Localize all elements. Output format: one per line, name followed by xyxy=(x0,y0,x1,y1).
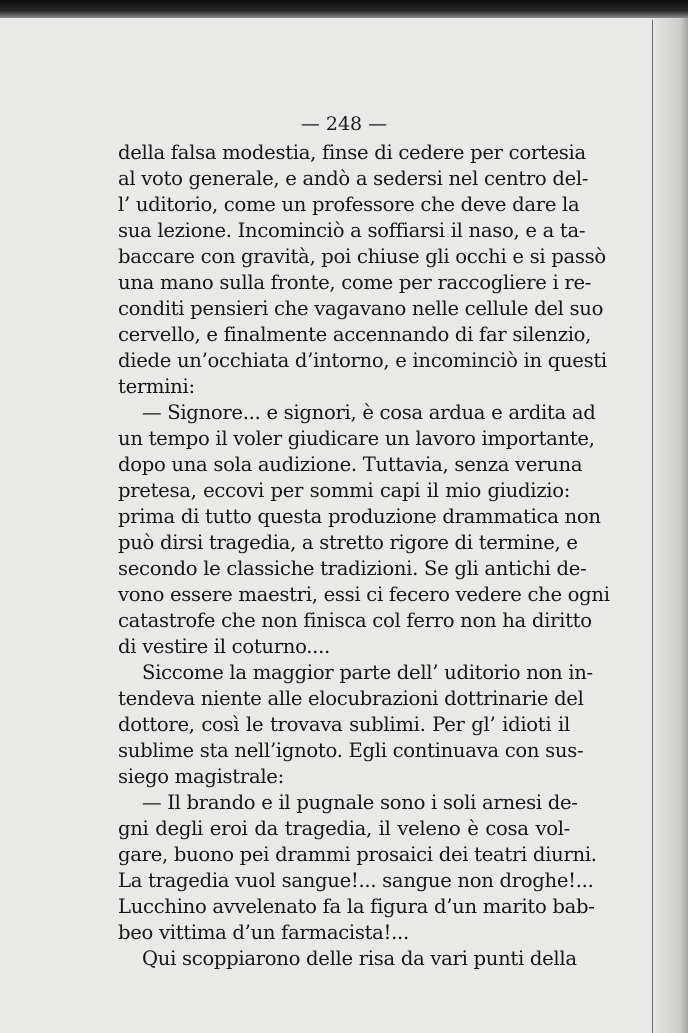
page-number: — 248 — xyxy=(300,113,388,135)
text-line: pretesa, eccovi per sommi capi il mio giudizio: xyxy=(118,479,570,502)
body-text xyxy=(118,140,610,972)
text-line: al voto generale, e andò a sedersi nel centro del- xyxy=(118,167,589,190)
text-line: l’ uditorio, come un professore che deve dare la xyxy=(118,193,580,216)
text-line: tendeva niente alle elocubrazioni dottrinarie del xyxy=(118,687,584,710)
text-line: — Signore... e signori, è cosa ardua e ardita ad xyxy=(142,401,596,424)
text-line: della falsa modestia, finse di cedere per cortesia xyxy=(118,141,586,164)
text-line: Qui scoppiarono delle risa da vari punti della xyxy=(142,947,577,970)
text-line: di vestire il coturno.... xyxy=(118,635,330,658)
text-line: Lucchino avvelenato fa la figura d’un marito bab- xyxy=(118,895,595,918)
text-line: — Il brando e il pugnale sono i soli arnesi de- xyxy=(142,791,578,814)
page-edge-line xyxy=(652,20,653,1033)
text-line: secondo le classiche tradizioni. Se gli antichi de- xyxy=(118,557,587,580)
text-line: diede un’occhiata d’intorno, e incominciò in questi xyxy=(118,349,607,372)
text-line: gni degli eroi da tragedia, il veleno è cosa vol- xyxy=(118,817,570,840)
text-line: beo vittima d’un farmacista!... xyxy=(118,921,409,944)
text-line: termini: xyxy=(118,375,195,398)
text-line: prima di tutto questa produzione drammatica non xyxy=(118,505,601,528)
text-line: catastrofe che non finisca col ferro non ha diritto xyxy=(118,609,592,632)
text-line: Siccome la maggior parte dell’ uditorio non in- xyxy=(142,661,593,684)
text-line: vono essere maestri, essi ci fecero vedere che ogni xyxy=(118,583,610,606)
text-line: dottore, così le trovava sublimi. Per gl’ idioti il xyxy=(118,713,570,736)
text-line: conditi pensieri che vagavano nelle cellule del suo xyxy=(118,297,604,320)
text-line: gare, buono pei drammi prosaici dei teatri diurni. xyxy=(118,843,597,866)
page-top-edge xyxy=(0,0,688,18)
text-line: siego magistrale: xyxy=(118,765,284,788)
text-line: sua lezione. Incominciò a soffiarsi il naso, e a ta- xyxy=(118,219,586,242)
text-line: un tempo il voler giudicare un lavoro importante, xyxy=(118,427,595,450)
text-line: può dirsi tragedia, a stretto rigore di termine, e xyxy=(118,531,578,554)
text-line: baccare con gravità, poi chiuse gli occhi e si passò xyxy=(118,245,606,268)
text-line: sublime sta nell’ignoto. Egli continuava con sus- xyxy=(118,739,584,762)
text-line: La tragedia vuol sangue!... sangue non droghe!... xyxy=(118,869,594,892)
text-line: dopo una sola audizione. Tuttavia, senza veruna xyxy=(118,453,583,476)
text-line: cervello, e finalmente accennando di far silenzio, xyxy=(118,323,592,346)
page-binding-shadow xyxy=(648,18,688,1033)
text-line: una mano sulla fronte, come per raccogliere i re- xyxy=(118,271,592,294)
